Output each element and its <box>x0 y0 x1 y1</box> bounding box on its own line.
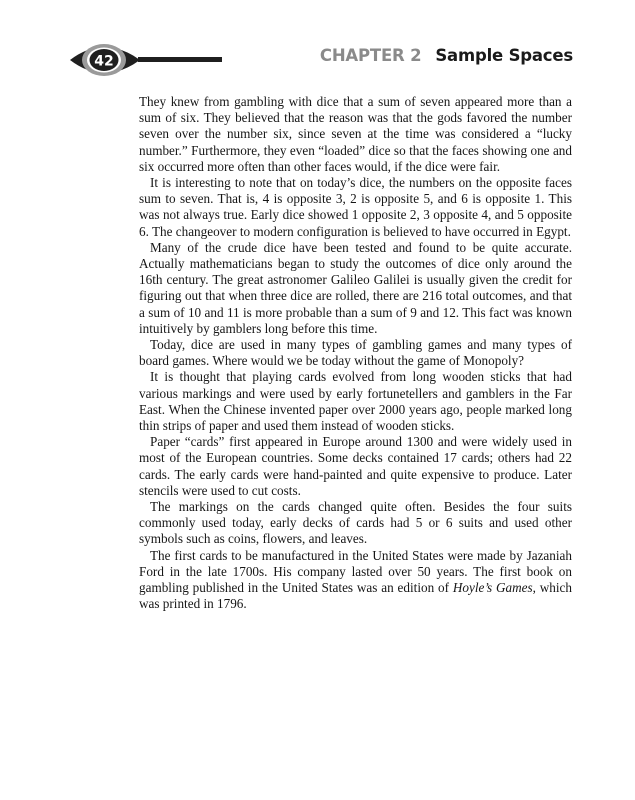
body-text <box>139 94 572 613</box>
page-number-badge <box>68 36 226 84</box>
chapter-title: Sample Spaces <box>435 46 573 65</box>
paragraph-last <box>139 548 572 613</box>
paragraph: It is interesting to note that on today’s dice, the numbers on the opposite faces sum to seven. That is, 4 is opposite 3, 2 is opposite 5, and 6 is opposite 1. This was not always true. Early dice showed 1 opposite 2, 3 opposite 4, and 5 opposite 6. The changeover to modern configuration is believed to have occurred in Egypt. <box>139 175 572 239</box>
paragraph: It is thought that playing cards evolved from long wooden sticks that had various markings and were used by early fortunetellers and gamblers in the Far East. When the Chinese invented paper over 2000 years ago, people marked long thin strips of paper and used them instead of wooden sticks. <box>139 369 572 434</box>
paragraph: Paper “cards” first appeared in Europe around 1300 and were widely used in most of the European countries. Some decks contained 17 cards; others had 22 cards. The early cards were hand-painted and quite expensive to produce. Later stencils were used to cut costs. <box>139 434 572 498</box>
page-number: 42 <box>94 53 114 70</box>
paragraph-text: , which was printed in 1796. <box>139 580 572 612</box>
chapter-label: CHAPTER 2 <box>319 46 422 65</box>
badge-emblem-icon <box>68 36 226 84</box>
paragraph: The markings on the cards changed quite often. Besides the four suits commonly used today, early decks of cards had 5 or 6 suits and used other symbols such as coins, flowers, and leaves. <box>139 499 572 547</box>
running-head <box>320 46 573 66</box>
book-title: Hoyle’s Games <box>452 580 533 596</box>
paragraph: They knew from gambling with dice that a sum of seven appeared more than a sum of six. They believed that the reason was that the gods favored the number seven over the number six, since seven at the time was considered a “lucky number.” Furthermore, they even “loaded” dice so that the faces showing one and six occurred more often than other faces would, if the dice were fair. <box>139 94 572 174</box>
paragraph-text: The first cards to be manufactured in the United States were made by Jazaniah Ford in the late 1700s. His company lasted over 50 years. The first book on gambling published in the United States was an edition of <box>139 547 572 596</box>
paragraph: Today, dice are used in many types of gambling games and many types of board games. Where would we be today without the game of Monopoly? <box>139 337 572 369</box>
paragraph: Many of the crude dice have been tested and found to be quite accurate. Actually mathematicians began to study the outcomes of dice only around the 16th century. The great astronomer Galileo Galilei is usually given the credit for figuring out that when three dice are rolled, there are 216 total outcomes, and that a sum of 10 and 11 is more probable than a sum of 9 and 12. This fact was known intuitively by gamblers long before this time. <box>139 239 572 336</box>
